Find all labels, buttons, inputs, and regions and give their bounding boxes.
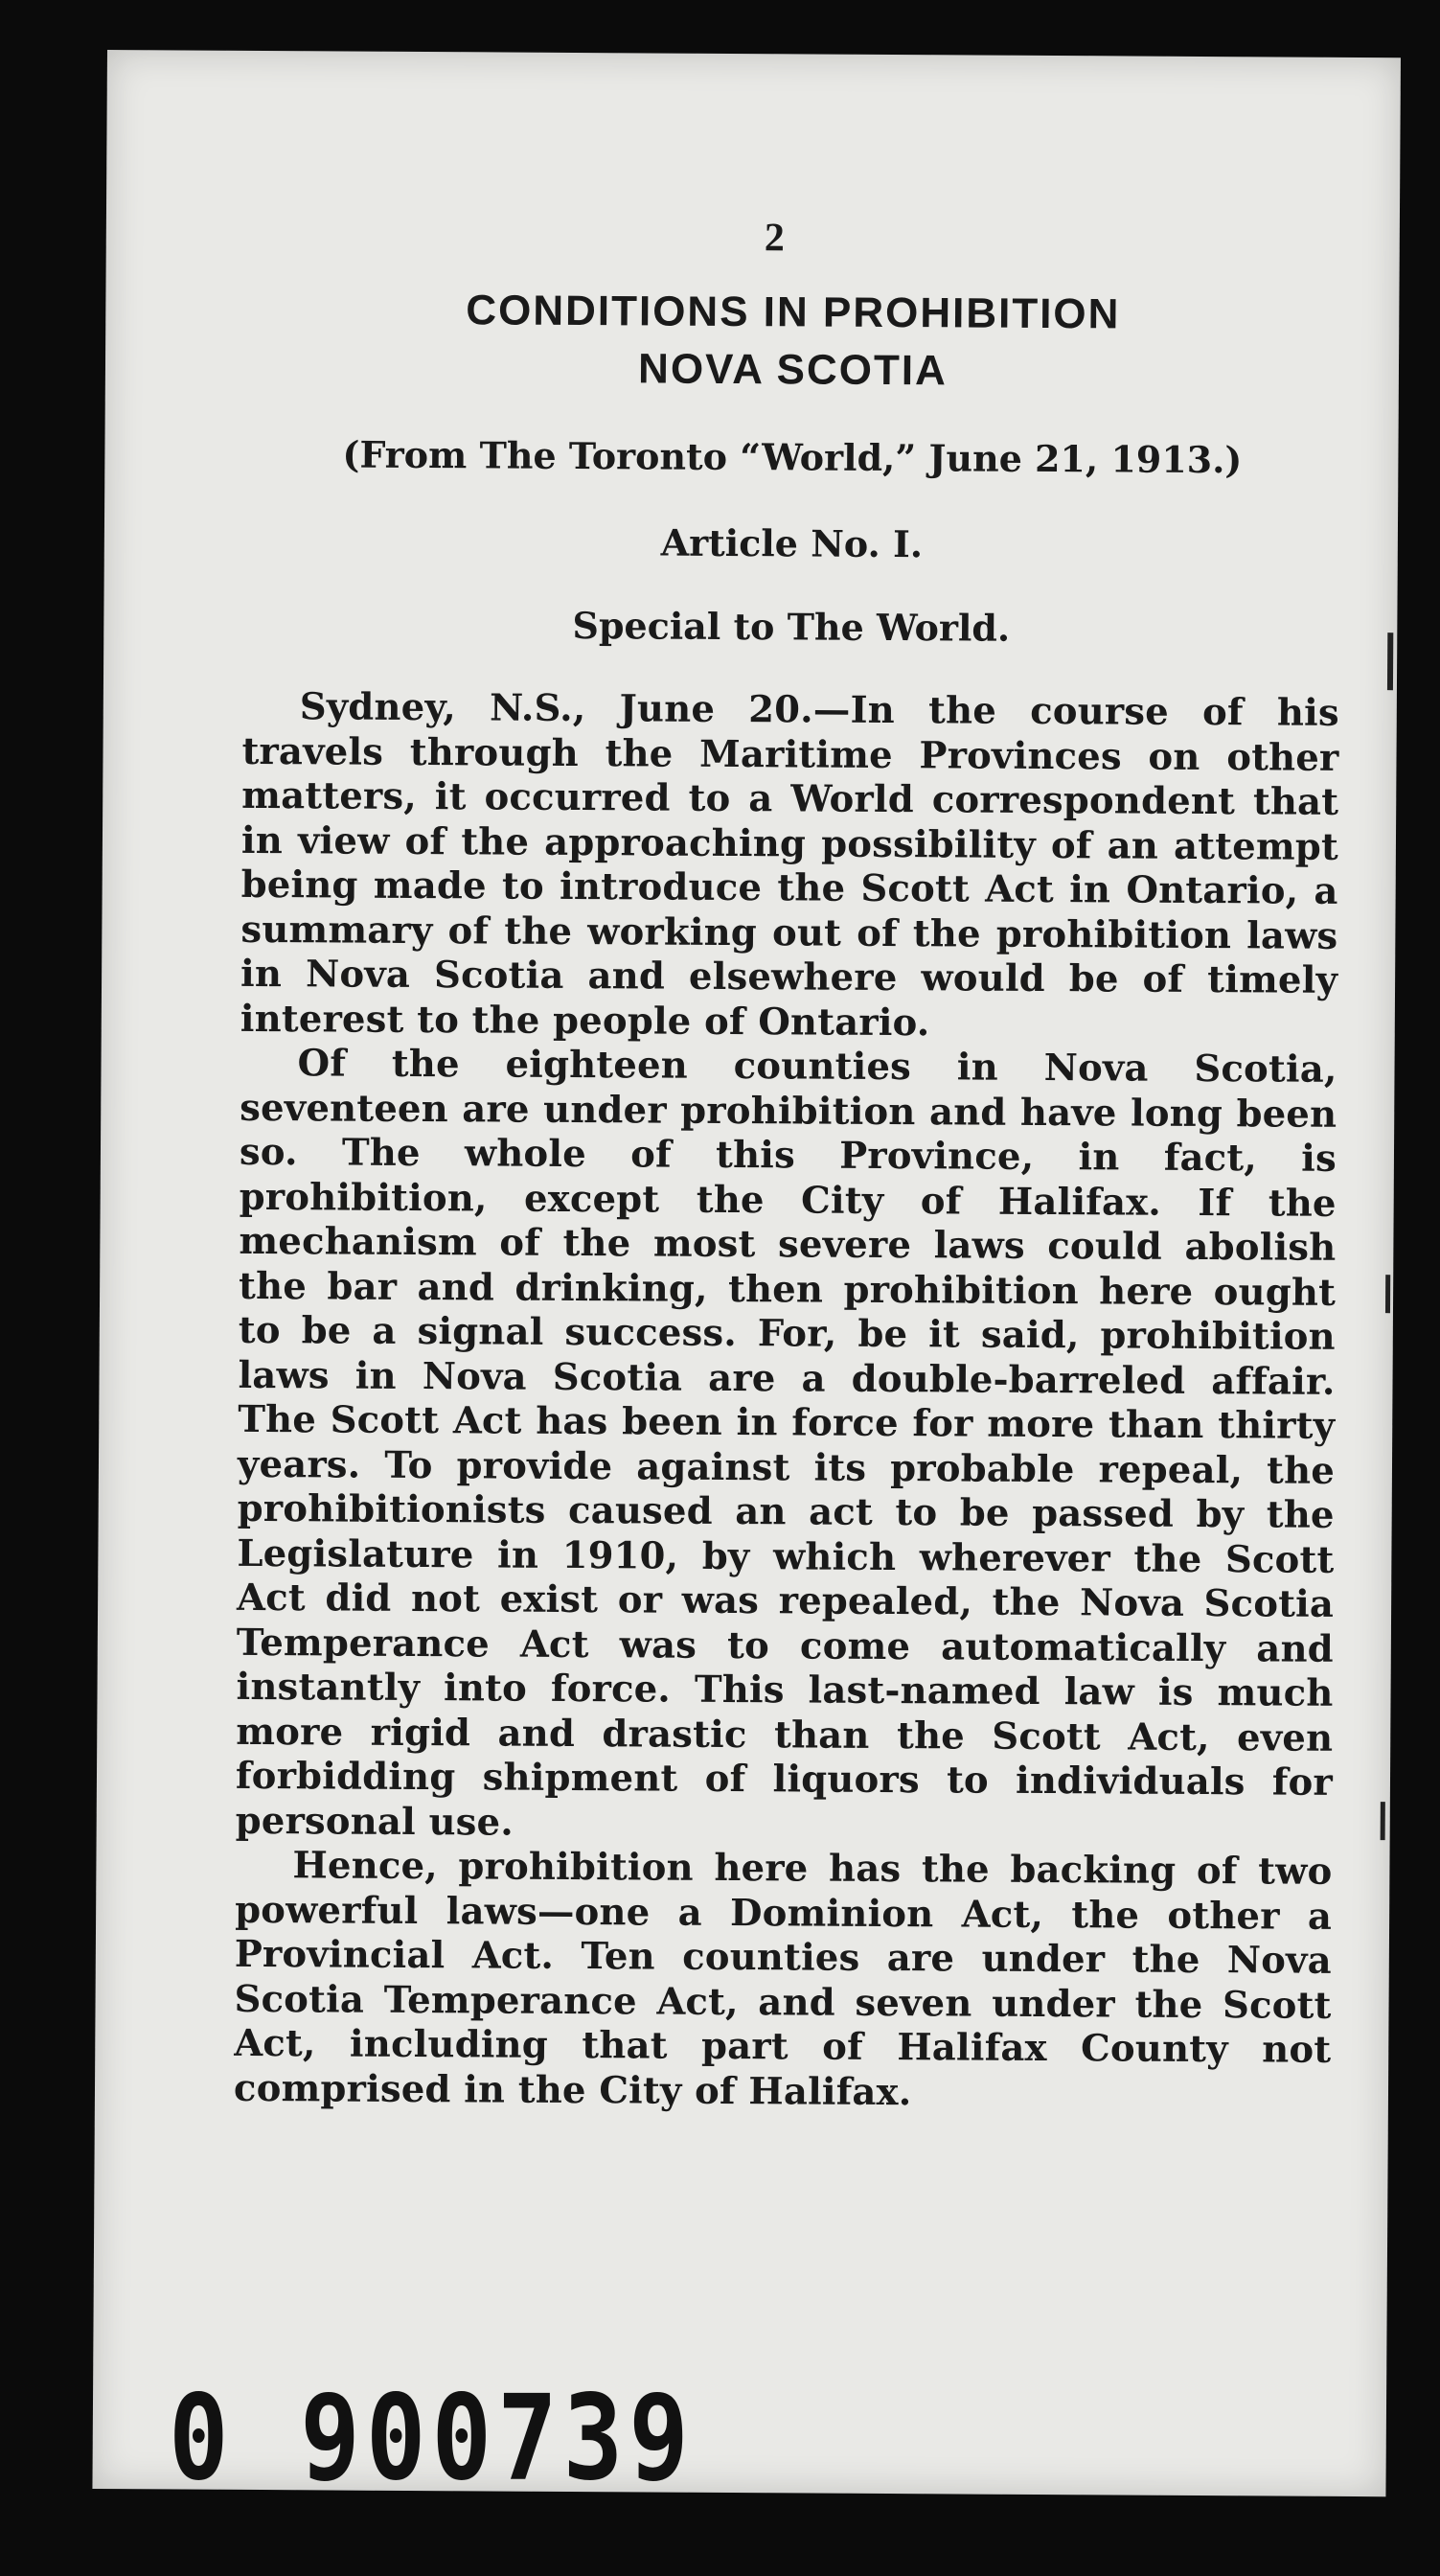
document-title [244, 281, 1342, 402]
paragraph: Hence, prohibition here has the backing of two powerful laws—one a Dominion Act, the other a Provincial Act. Ten counties are under the Nova Scotia Temperance Act, and seven under the Scott Act, including that part of Halifax County not comprised in the City of Halifax. [233, 1844, 1333, 2114]
scan-edge-mark [1385, 1275, 1390, 1313]
scan-edge-mark [1381, 1802, 1385, 1840]
title-line-1: CONDITIONS IN PROHIBITION [466, 287, 1121, 338]
scan-edge-mark [1387, 632, 1393, 690]
paragraph: Of the eighteen counties in Nova Scotia, seventeen are under prohibition and have long been so. The whole of this Province, in fact, is prohibition, except the City of Halifax. If the mechanism of the most severe laws could abolish the bar and drinking, then prohibition here ought to be a signal success. For, be it said, prohibition laws in Nova Scotia are a double-barreled affair. The Scott Act has been in force for more than thirty years. To provide against its probable repeal, the prohibitionists caused an act to be passed by the Legislature in 1910, by which wherever the Scott Act did not exist or was repealed, the Nova Scotia Temperance Act was to come automatically and instantly into force. This last-named law is much more rigid and drastic than the Scott Act, even forbidding shipment of liquors to individuals for personal use. [235, 1042, 1337, 1845]
byline: Special to The World. [572, 603, 1011, 650]
article-heading: Article No. I. [660, 520, 924, 566]
document-page [92, 50, 1401, 2496]
paragraph: Sydney, N.S., June 20.—In the course of his travels through the Maritime Provinces on other matters, it occurred to a World correspondent that in view of the approaching possibility of an attempt being made to introduce the Scott Act in Ontario, a summary of the working out of the prohibition laws in Nova Scotia and elsewhere would be of timely interest to the people of Ontario. [240, 685, 1339, 1045]
article-body [234, 685, 1339, 2118]
source-line: (From The Toronto “World,” June 21, 1913.) [342, 432, 1243, 482]
title-line-2: NOVA SCOTIA [637, 345, 948, 395]
archive-stamp-number: 0 900739 [169, 2369, 695, 2507]
page-number: 2 [764, 216, 785, 261]
page-content [234, 147, 1343, 2118]
